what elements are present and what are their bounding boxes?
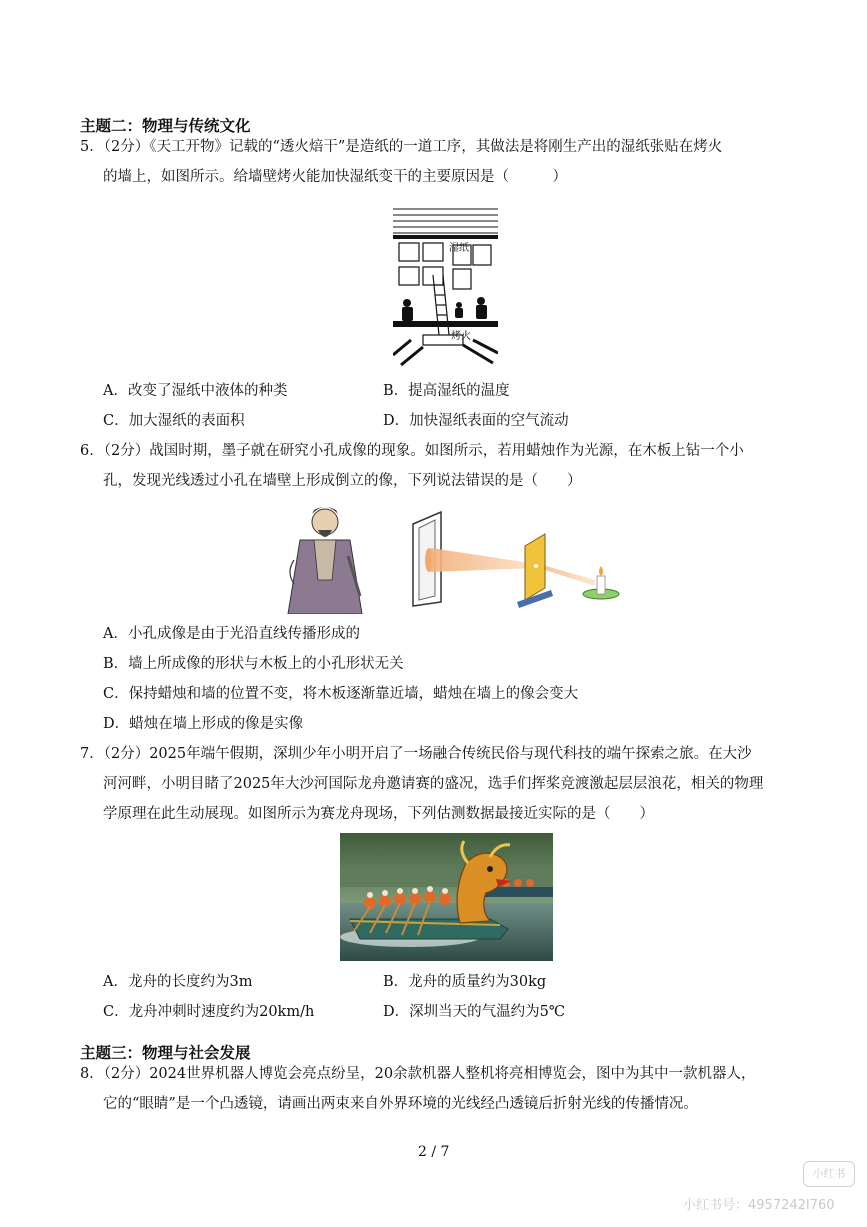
q6-mozi-portrait (280, 500, 370, 614)
q7-option-c: C．龙舟冲刺时速度约为20km/h (103, 1004, 315, 1020)
q8-stem-line2: 它的“眼睛”是一个凸透镜，请画出两束来自外界环境的光线经凸透镜后折射光线的传播情况。 (103, 1096, 698, 1112)
section-heading-theme3: 主题三：物理与社会发展 (80, 1044, 251, 1062)
q5-stem-line1: 5．（2分）《天工开物》记载的“透火焙干”是造纸的一道工序，其做法是将刚生产出的湿纸张贴在烤火 (80, 139, 723, 155)
q5-figure-label-fire: 烤火 (451, 331, 471, 342)
q7-stem-line2: 河河畔，小明目睹了2025年大沙河国际龙舟邀请赛的盛况，选手们挥桨竞渡激起层层浪花，相关的物理 (103, 776, 764, 792)
q6-pinhole-camera-figure (405, 510, 620, 610)
q5-option-c: C．加大湿纸的表面积 (103, 413, 245, 429)
q7-dragon-boat-photo (340, 833, 553, 961)
q7-stem-line3: 学原理在此生动展现。如图所示为赛龙舟现场，下列估测数据最接近实际的是（ ） (103, 806, 654, 822)
q5-figure-label-paper: 湿纸 (449, 243, 469, 254)
section-heading-theme2: 主题二：物理与传统文化 (80, 117, 251, 135)
q5-option-a: A．改变了湿纸中液体的种类 (103, 383, 288, 399)
q7-stem-line1: 7．（2分）2025年端午假期，深圳少年小明开启了一场融合传统民俗与现代科技的端午探索之旅。在大沙 (80, 746, 752, 762)
q7-option-d: D．深圳当天的气温约为5℃ (383, 1004, 566, 1020)
q5-stem-line2: 的墙上，如图所示。给墙壁烤火能加快湿纸变干的主要原因是（ ） (103, 169, 567, 185)
q6-option-a: A．小孔成像是由于光沿直线传播形成的 (103, 626, 360, 642)
watermark-account: 小红书号：4957242I760 (683, 1198, 835, 1213)
q6-stem-line2: 孔，发现光线透过小孔在墙壁上形成倒立的像，下列说法错误的是（ ） (103, 473, 582, 489)
q6-option-b: B．墙上所成像的形状与木板上的小孔形状无关 (103, 656, 404, 672)
q6-option-d: D．蜡烛在墙上形成的像是实像 (103, 716, 304, 732)
q8-stem-line1: 8．（2分）2024世界机器人博览会亮点纷呈，20余款机器人整机将亮相博览会，图中为其中一款机器人， (80, 1066, 756, 1082)
q7-option-a: A．龙舟的长度约为3m (103, 974, 253, 990)
q5-option-d: D．加快湿纸表面的空气流动 (383, 413, 569, 429)
q6-option-c: C．保持蜡烛和墙的位置不变，将木板逐渐靠近墙，蜡烛在墙上的像会变大 (103, 686, 579, 702)
page-number: 2 / 7 (418, 1144, 450, 1160)
watermark-logo: 小红书 (803, 1161, 855, 1187)
q7-option-b: B．龙舟的质量约为30kg (383, 974, 547, 990)
q5-option-b: B．提高湿纸的温度 (383, 383, 510, 399)
q6-stem-line1: 6．（2分）战国时期，墨子就在研究小孔成像的现象。如图所示，若用蜡烛作为光源，在木板上钻一个小 (80, 443, 744, 459)
q5-paper-drying-figure (393, 205, 498, 367)
